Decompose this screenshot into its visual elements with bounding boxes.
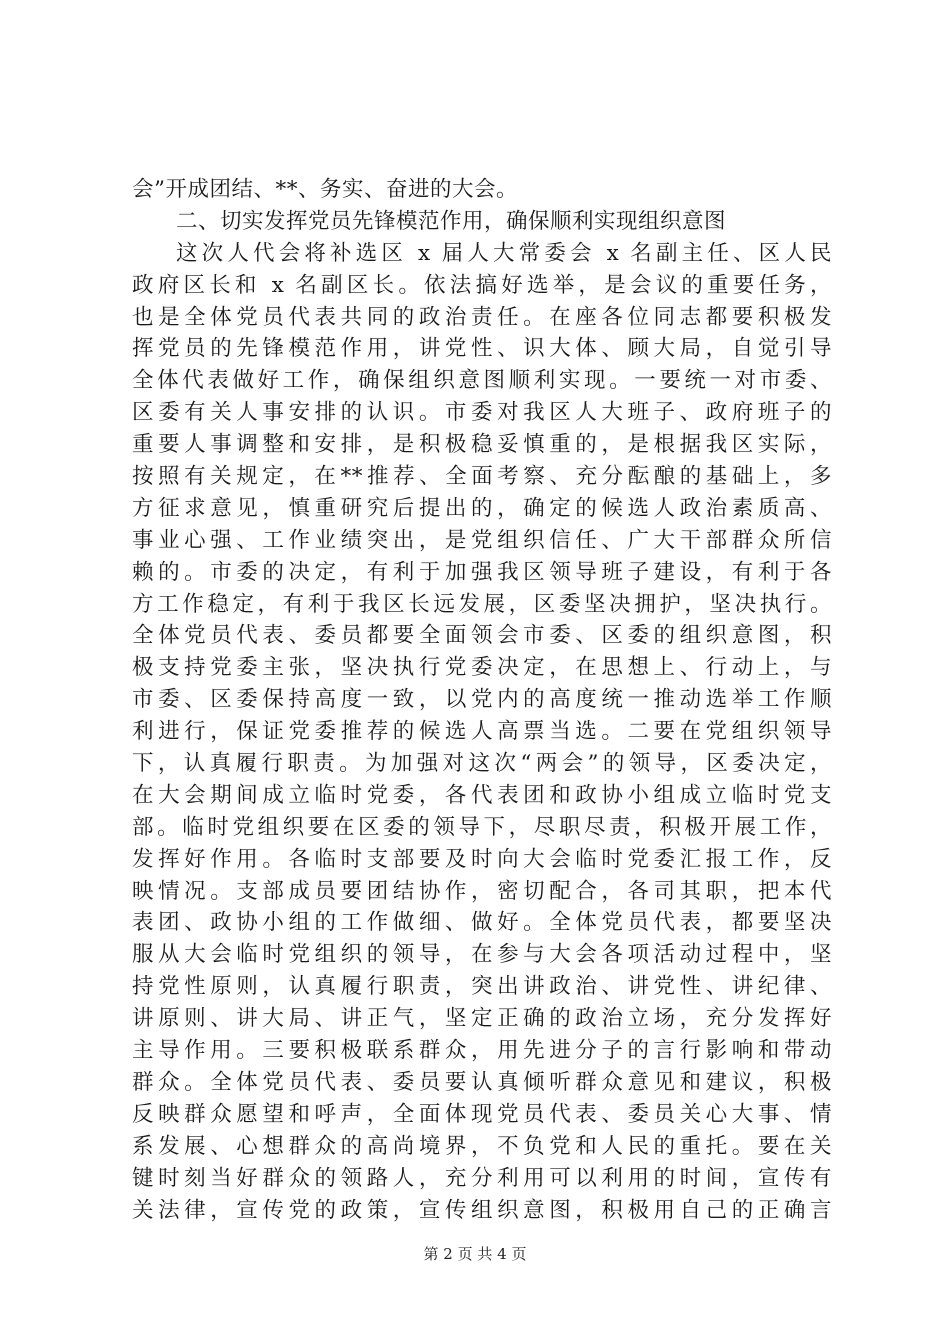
text-line: 系发展、心想群众的高尚境界，不负党和人民的重托。要在关 [132,1133,832,1159]
text-line: 持党性原则，认真履行职责，突出讲政治、讲党性、讲纪律、 [132,974,832,1000]
text-line: 方工作稳定，有利于我区长远发展，区委坚决拥护，坚决执行。 [132,591,832,617]
text-line: 服从大会临时党组织的领导，在参与大会各项活动过程中，坚 [132,942,832,968]
text-line: 赖的。市委的决定，有利于加强我区领导班子建设，有利于各 [132,559,832,585]
text-line: 市委、区委保持高度一致，以党内的高度统一推动选举工作顺 [132,687,832,713]
text-line: 部。临时党组织要在区委的领导下，尽职尽责，积极开展工作， [132,814,832,840]
text-line: 会”开成团结、**、务实、奋进的大会。 [132,177,518,202]
text-line: 方征求意见，慎重研究后提出的，确定的候选人政治素质高、 [132,495,832,521]
text-line: 重要人事调整和安排，是积极稳妥慎重的，是根据我区实际， [132,432,832,458]
text-line: 发挥好作用。各临时支部要及时向大会临时党委汇报工作，反 [132,846,832,872]
text-line: 按照有关规定，在**推荐、全面考察、充分酝酿的基础上，多 [132,464,832,490]
text-line: 在大会期间成立临时党委，各代表团和政协小组成立临时党支 [132,782,832,808]
text-line: 事业心强、工作业绩突出，是党组织信任、广大干部群众所信 [132,527,832,553]
text-line: 表团、政协小组的工作做细、做好。全体党员代表，都要坚决 [132,910,832,936]
text-line: 区委有关人事安排的认识。市委对我区人大班子、政府班子的 [132,400,832,426]
text-line: 政府区长和 x 名副区长。依法搞好选举，是会议的重要任务， [132,272,832,298]
page-footer: 第 2 页 共 4 页 [423,1245,527,1263]
text-line: 群众。全体党员代表、委员要认真倾听群众意见和建议，积极 [132,1069,832,1095]
text-line: 主导作用。三要积极联系群众，用先进分子的言行影响和带动 [132,1038,832,1064]
text-line: 全体代表做好工作，确保组织意图顺利实现。一要统一对市委、 [132,368,832,394]
text-line: 映情况。支部成员要团结协作，密切配合，各司其职，把本代 [132,878,832,904]
text-line: 键时刻当好群众的领路人，充分利用可以利用的时间，宣传有 [132,1165,832,1191]
text-line: 二、切实发挥党员先锋模范作用，确保顺利实现组织意图 [176,208,727,234]
text-line: 利进行，保证党委推荐的候选人高票当选。二要在党组织领导 [132,719,832,745]
text-line: 全体党员代表、委员都要全面领会市委、区委的组织意图，积 [132,623,832,649]
text-line: 关法律，宣传党的政策，宣传组织意图，积极用自己的正确言 [132,1197,832,1223]
text-line: 反映群众愿望和呼声，全面体现党员代表、委员关心大事、情 [132,1101,832,1127]
text-line: 讲原则、讲大局、讲正气，坚定正确的政治立场，充分发挥好 [132,1006,832,1032]
text-line: 挥党员的先锋模范作用，讲党性、识大体、顾大局，自觉引导 [132,336,832,362]
document-body [132,174,832,1226]
text-line: 下，认真履行职责。为加强对这次“两会”的领导，区委决定， [132,751,832,777]
text-line: 极支持党委主张，坚决执行党委决定，在思想上、行动上，与 [132,655,832,681]
text-line: 也是全体党员代表共同的政治责任。在座各位同志都要积极发 [132,304,832,330]
text-line: 这次人代会将补选区 x 届人大常委会 x 名副主任、区人民 [176,240,832,266]
